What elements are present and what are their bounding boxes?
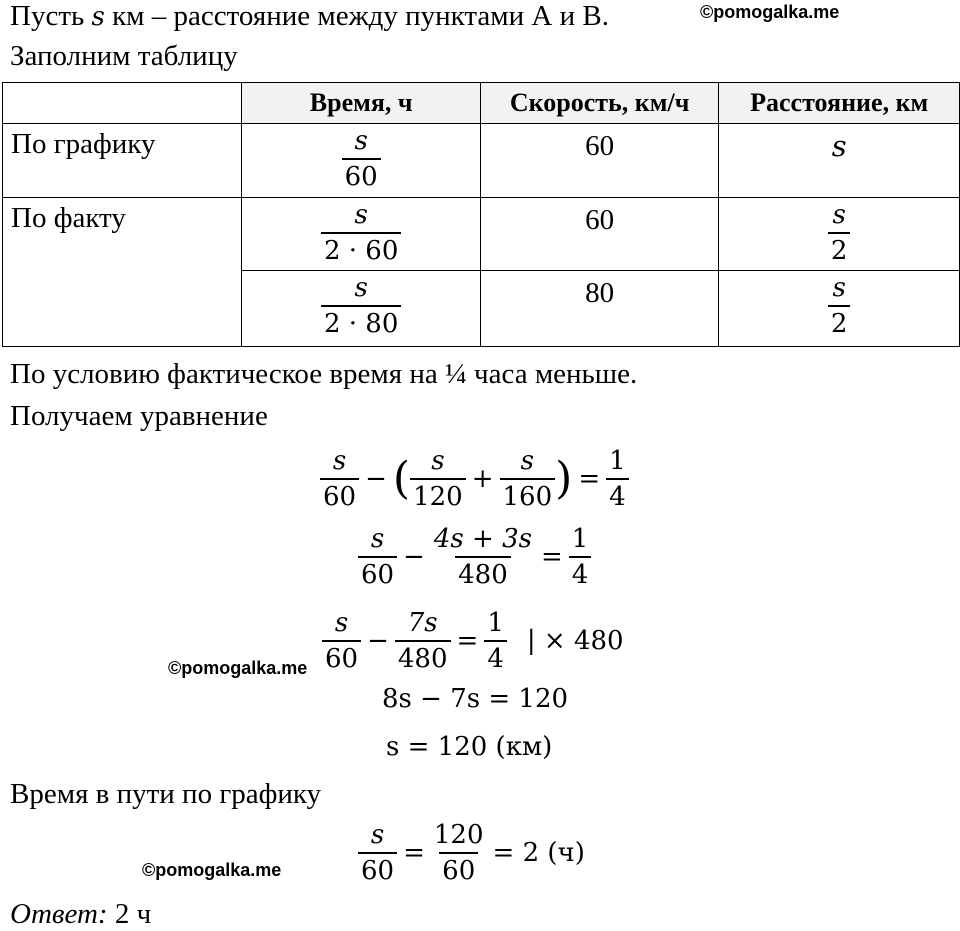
equation-6 xyxy=(358,818,591,888)
eq1-c-num: s xyxy=(520,446,534,476)
eq2-r-num: 1 xyxy=(571,524,589,554)
distance-cell: s xyxy=(719,124,960,198)
eq2-b-den: 480 xyxy=(455,556,511,592)
eq1-equals: = xyxy=(578,464,601,494)
eq1-a-num: s xyxy=(332,446,347,476)
watermark-top: ©pomogalka.me xyxy=(700,2,840,22)
equation-1 xyxy=(320,444,629,514)
time-denominator: 60 xyxy=(342,158,381,194)
eq1-minus: − xyxy=(365,464,387,494)
eq1-plus: + xyxy=(471,464,494,494)
answer-line xyxy=(10,898,151,931)
eq2-b-num: 4s + 3s xyxy=(433,524,532,554)
speed-cell: 80 xyxy=(480,271,719,347)
eq3-multiplier: | × 480 xyxy=(526,626,624,656)
eq2-a-num: s xyxy=(370,524,385,554)
time-denominator: 2 · 80 xyxy=(321,305,401,341)
distance-cell xyxy=(719,198,960,271)
eq3-a-den: 60 xyxy=(322,640,361,676)
eq1-r-den: 4 xyxy=(606,478,629,514)
fill-table-text: Заполним таблицу xyxy=(10,40,238,72)
eq6-result: = 2 (ч) xyxy=(492,838,585,868)
eq6-equals: = xyxy=(403,838,425,868)
time-numerator: s xyxy=(354,200,368,230)
time-numerator: s xyxy=(354,126,368,156)
distance-denominator: 2 xyxy=(828,232,851,268)
eq1-a-den: 60 xyxy=(320,478,359,514)
intro-line xyxy=(10,0,609,33)
row-label-actual: По факту xyxy=(3,198,242,347)
equation-2 xyxy=(358,522,591,592)
table-header-row xyxy=(3,83,960,124)
eq3-r-den: 4 xyxy=(484,640,507,676)
table-header-speed: Скорость, км/ч xyxy=(480,83,719,124)
table-row xyxy=(3,124,960,198)
eq3-r-num: 1 xyxy=(487,608,504,638)
eq2-a-den: 60 xyxy=(358,556,397,592)
time-intro-text: Время в пути по графику xyxy=(10,778,322,810)
table-header-distance: Расстояние, км xyxy=(719,83,960,124)
intro-post: км – расстояние между пунктами А и В. xyxy=(104,0,609,32)
equation-3 xyxy=(322,606,624,676)
speed-cell: 60 xyxy=(480,124,719,198)
eq1-lparen: ( xyxy=(392,453,411,504)
time-cell xyxy=(242,198,480,271)
row-label-schedule: По графику xyxy=(3,124,242,198)
eq1-c-den: 160 xyxy=(500,478,556,514)
answer-value: 2 ч xyxy=(107,898,152,930)
eq1-rparen: ) xyxy=(555,453,573,504)
time-numerator: s xyxy=(354,273,368,303)
eq2-minus: − xyxy=(403,542,425,572)
distance-numerator: s xyxy=(832,200,846,230)
eq6-a-den: 60 xyxy=(358,852,397,888)
eq2-r-den: 4 xyxy=(569,556,592,592)
eq3-equals: = xyxy=(456,626,479,656)
equation-4: 8s − 7s = 120 xyxy=(382,684,569,714)
answer-label: Ответ: xyxy=(10,898,108,930)
eq3-minus: − xyxy=(367,626,389,656)
time-cell xyxy=(242,271,480,347)
table-header-time: Время, ч xyxy=(242,83,480,124)
distance-denominator: 2 xyxy=(828,305,851,341)
eq3-b-den: 480 xyxy=(395,640,451,676)
condition-text: По условию фактическое время на ¼ часа меньше. xyxy=(10,358,638,390)
distance-cell xyxy=(719,271,960,347)
eq6-b-den: 60 xyxy=(439,852,478,888)
eq1-b-den: 120 xyxy=(410,478,466,514)
equation-intro-text: Получаем уравнение xyxy=(10,400,268,432)
table-header-empty xyxy=(3,83,242,124)
watermark-middle: ©pomogalka.me xyxy=(168,658,308,678)
time-cell xyxy=(242,124,480,198)
eq2-equals: = xyxy=(540,542,563,572)
eq3-b-num: 7s xyxy=(407,608,438,638)
eq6-b-num: 120 xyxy=(433,820,484,850)
speed-cell: 60 xyxy=(480,198,719,271)
data-table xyxy=(2,82,960,347)
table-row xyxy=(3,198,960,271)
eq6-a-num: s xyxy=(370,820,385,850)
distance-numerator: s xyxy=(832,273,846,303)
time-denominator: 2 · 60 xyxy=(321,232,401,268)
eq1-r-num: 1 xyxy=(609,446,626,476)
intro-var: s xyxy=(91,2,105,32)
equation-5: s = 120 (км) xyxy=(386,732,553,762)
intro-pre: Пусть xyxy=(10,0,92,32)
watermark-bottom: ©pomogalka.me xyxy=(142,860,282,880)
eq1-b-num: s xyxy=(431,446,445,476)
eq3-a-num: s xyxy=(334,608,349,638)
